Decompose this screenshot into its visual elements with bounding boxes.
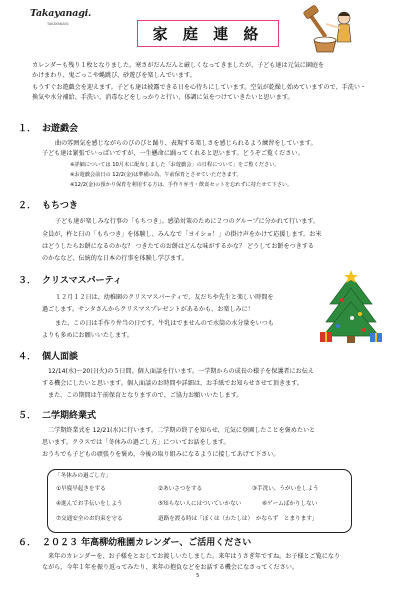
section-line: 来年のカレンダーを、お子様をとおしてお渡しいたしました。来年はうさぎ年ですね。お子様とご覧になり: [48, 553, 341, 560]
page-title: 家 庭 連 絡: [152, 25, 264, 43]
section-line: 二学期終業式を 12/21(水)に行います。二学期の終了を知らせ、元気に登園したことを褒めたいと: [48, 427, 316, 434]
section-note: ※お遊戯会前日の 12/2(金)は準備の為、午前保育とさせていただきます。: [70, 172, 242, 178]
section-line: １２月１２日は、幼稚園のクリスマスパーティで、友だちや先生と楽しい時間を: [55, 294, 274, 301]
rule-item: ⑥ゲームばかりしない: [262, 501, 318, 507]
rule-item: 道路を渡る時は「ぼくは（わたしは） かならず とまります」: [158, 516, 318, 522]
intro-line: 換気や水分補給、手洗い、消毒などをしっかりと行い、体調に気をつけていきたいと思います。: [32, 94, 294, 101]
section-title: もちつき: [42, 201, 78, 211]
section-line: 子ども達は緊張でいっぱいですが、一生懸命に踊ってくれると思います。どうぞご覧ください。: [42, 150, 304, 157]
section-heading-6: [18, 538, 251, 549]
section-title: 二学期終業式: [42, 411, 97, 421]
section-line: おうちでも子どもの頑張りを褒め、今後の取り組みになるように接してあげて下さい。: [42, 451, 280, 458]
page-number: 5: [196, 573, 200, 579]
school-logo-subtext: TAKAYANAGI: [47, 22, 69, 26]
section-line: よりも多めにお願いいたします。: [42, 332, 133, 339]
section-title: お遊戯会: [42, 124, 79, 134]
section-line: する機会にしたいと思います。個人面談のお時間や詳細は、お手紙でお知らせさせて頂きます。: [42, 380, 303, 387]
section-number: ５．: [18, 411, 37, 421]
section-line: 子ども達が楽しみな行事の「もちつき」。感染対策のために２つのグループに分かれて行います。: [55, 218, 320, 225]
section-number: ３．: [18, 276, 37, 286]
section-line: 過ごします。サンタさんからクリスマスプレゼントがあるかも、お楽しみに！: [42, 306, 254, 313]
section-number: １．: [18, 124, 37, 134]
section-title: 個人面談: [42, 352, 79, 362]
section-title: ２０２３ 年高柳幼稚園カレンダー、ご活用ください: [42, 538, 252, 548]
rule-item: ④進んでお手伝いをしよう: [56, 501, 123, 507]
rule-item: ⑦交通安全のお約束を守る: [56, 516, 123, 522]
section-line: ながら、今年１年を振り返ってみたり、来年の抱負などをお話する機会になさってください。: [42, 564, 298, 571]
section-heading-1: [18, 124, 78, 135]
section-heading-5: [18, 411, 96, 422]
rule-item: ③手洗い、うがいをしよう: [252, 486, 319, 492]
section-line: また、この日は手作り弁当の日です。牛乳はでませんので水筒の水分量をいつも: [55, 320, 274, 327]
section-heading-4: [18, 352, 78, 363]
intro-line: かけまわり、鬼ごっこや縄跳び、砂遊びを楽しんでいます。: [32, 72, 196, 79]
rule-item: ⑤知らない人にはついていかない: [158, 501, 242, 507]
section-heading-3: [18, 276, 122, 287]
section-number: ６．: [18, 538, 37, 548]
christmas-tree-illustration: [318, 270, 384, 344]
section-line: はどうしたらお餅になるのかな？ つきたてのお餅はどんな味がするかな？ どうしてお餅をつきする: [42, 243, 314, 250]
section-line: 12/14(水)～20日(火)の５日間、個人面談を行います。一学期からの成長の様子を保護者にお伝え: [48, 368, 314, 375]
section-title: クリスマスパーティ: [42, 276, 122, 286]
section-line: また、この期間は午前保育となりますので、ご協力お願いいたします。: [48, 392, 243, 399]
title-box: [137, 20, 279, 47]
section-note: ※12/2(金)の預かり保育を利用する方は、手作り弁当・飲食セットを忘れずに持たせて下さい。: [70, 182, 293, 188]
section-line: のかななど、伝統的な日本の行事を体験し学びます。: [42, 255, 188, 262]
intro-line: もうすぐお遊戯会を迎えます。子ども達は披露できる日を心待ちにしています。空気が乾燥し始めていますので、手洗い・: [32, 84, 367, 91]
rule-item: ②あいさつをする: [158, 486, 203, 492]
school-logo: Takayanagi.: [30, 8, 92, 19]
intro-line: カレンダーも残り１枚となりました。寒さがだんだんと厳しくなってきましたが、子ども達は元気に園庭を: [32, 62, 325, 69]
winter-rules-title: 「冬休みの過ごし方」: [55, 473, 111, 479]
section-note: ※詳細については 10月末に配布しました「お遊戯会」の日程について」をご覧ください。: [70, 162, 280, 168]
rule-item: ①早寝早起きをする: [56, 486, 106, 492]
section-line: 全員が、杵と臼の「もちつき」を体験し、みんなで「ヨイショ！」の掛け声をかけて応援します。お米: [42, 231, 322, 238]
section-number: ４．: [18, 352, 37, 362]
mochitsuki-illustration: [296, 4, 358, 54]
section-line: 曲の雰囲気を感じながらのびのびと踊り、表現する楽しさを感じられるよう練習をしています。: [55, 140, 317, 147]
section-line: 思います。クラスでは「冬休みの過ごし方」についてお話をします。: [42, 439, 230, 446]
section-heading-2: [18, 201, 78, 212]
section-number: ２．: [18, 201, 37, 211]
